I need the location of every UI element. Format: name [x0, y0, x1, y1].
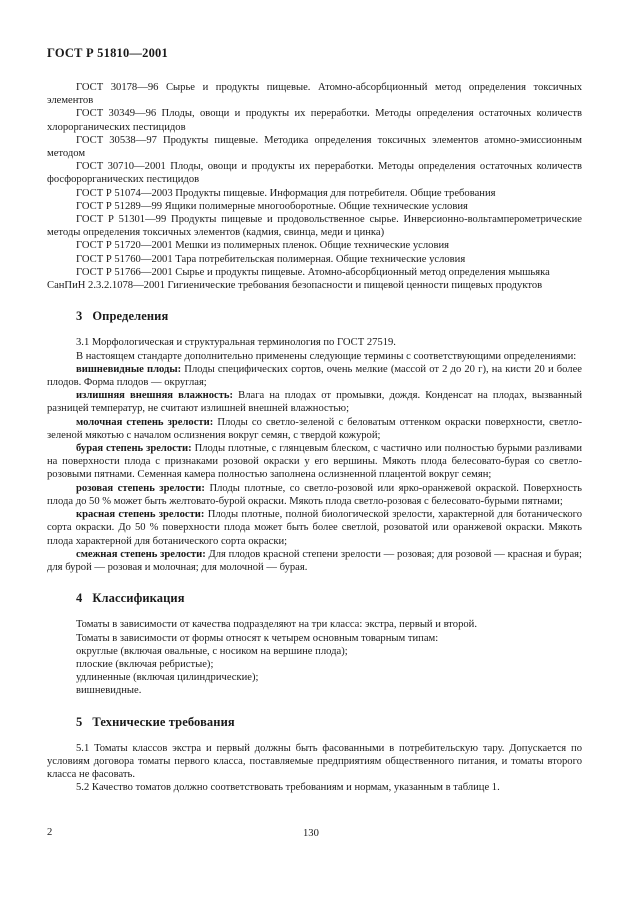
term: молочная степень зрелости:: [76, 416, 214, 428]
definition-item: [47, 548, 582, 574]
section-3-heading: [47, 310, 582, 323]
section-number: 5: [76, 714, 83, 729]
term-definition: Плоды плотные, полной биологической зрелости, характерной для ботанического сорта окраски. До 50 % поверхности плода может быть более светлой, розоватой или оранжевой окраски. Мякоть плода характерной для ботанического сорта окраски;: [47, 509, 583, 547]
reference-item: ГОСТ Р 51301—99 Продукты пищевые и продовольственное сырье. Инверсионно-вольтамперометрические методы определения токсичных элементов (кадмия, свинца, меди и цинка): [47, 214, 582, 239]
term-definition: Влага на плодах от промывки, дождя. Конденсат на плодах, вызванный разницей температур, не считают излишней внешней влажностью;: [47, 390, 582, 415]
paragraph: 5.1 Томаты классов экстра и первый должны быть фасованными в потребительскую тару. Допускается по условиям договора томаты первого класса, поставляемые предприятиям общественного питания, и томаты второго класса не фасовать.: [47, 742, 582, 781]
term: бурая степень зрелости:: [76, 443, 192, 455]
sheet-number: 130: [303, 828, 319, 839]
term-definition: Плоды со светло-зеленой с беловатым оттенком окраски поверхности, светло-зеленой мякотью с началом ослизнения вокруг семян, с твердой кожурой;: [47, 416, 582, 441]
page-number: 2: [47, 827, 53, 838]
term-definition: Для плодов красной степени зрелости — розовая; для розовой — красная и бурая; для бурой — розовая и молочная; для молочной — бурая.: [47, 548, 582, 573]
reference-item: ГОСТ Р 51760—2001 Тара потребительская полимерная. Общие технические условия: [76, 253, 466, 265]
reference-item: ГОСТ Р 51289—99 Ящики полимерные многооборотные. Общие технические условия: [76, 200, 468, 212]
term-definition: Плоды специфических сортов, очень мелкие (массой от 2 до 20 г), на кисти 20 и более плодов. Форма плодов — округлая;: [47, 363, 582, 389]
reference-item: ГОСТ Р 51074—2003 Продукты пищевые. Информация для потребителя. Общие требования: [76, 187, 496, 199]
reference-item: ГОСТ Р 51720—2001 Мешки из полимерных пленок. Общие технические условия: [76, 240, 450, 252]
paragraph: Томаты в зависимости от качества подразделяют на три класса: экстра, первый и второй.: [76, 619, 478, 631]
reference-item: ГОСТ 30349—96 Плоды, овощи и продукты их переработки. Методы определения остаточных количеств хлорорганических пестицидов: [47, 108, 582, 133]
definition-item: [47, 363, 582, 389]
term: красная степень зрелости:: [76, 509, 205, 521]
list-item: вишневидные.: [76, 685, 142, 697]
sanpin-reference: СанПиН 2.3.2.1078—2001 Гигиенические требования безопасности и пищевой ценности пищевых продуктов: [47, 280, 543, 292]
section-number: 4: [76, 591, 83, 606]
reference-item: ГОСТ 30538—97 Продукты пищевые. Методика определения токсичных элементов атомно-эмиссионным методом: [47, 134, 582, 160]
term: смежная степень зрелости:: [76, 548, 206, 560]
definition-item: [47, 416, 582, 442]
paragraph: 5.2 Качество томатов должно соответствовать требованиям и нормам, указанным в таблице 1.: [76, 782, 500, 794]
definition-item: [47, 508, 582, 548]
reference-item: ГОСТ 30178—96 Сырье и продукты пищевые. Атомно-абсорбционный метод определения токсичных элементов: [47, 82, 582, 107]
section-number: 3: [76, 309, 83, 324]
definition-item: [47, 482, 582, 508]
list-item: удлиненные (включая цилиндрические);: [76, 672, 259, 684]
reference-item: ГОСТ Р 51766—2001 Сырье и продукты пищевые. Атомно-абсорбционный метод определения мышьяка: [76, 266, 550, 278]
references-list: [47, 81, 582, 292]
paragraph: 3.1 Морфологическая и структуральная терминология по ГОСТ 27519.: [76, 337, 396, 349]
page-header: ГОСТ Р 51810—2001: [47, 46, 168, 60]
section-5-heading: [47, 716, 582, 729]
section-title: Определения: [92, 309, 169, 324]
paragraph: Томаты в зависимости от формы относят к четырем основным товарным типам:: [76, 632, 439, 644]
term: излишняя внешняя влажность:: [76, 390, 234, 402]
reference-item: ГОСТ 30710—2001 Плоды, овощи и продукты их переработки. Методы определения остаточных количеств фосфорорганических пестицидов: [47, 161, 582, 186]
definition-item: [47, 442, 582, 482]
term-definition: Плоды плотные, с глянцевым блеском, с частично или полностью бурыми разливами на поверхности плода с признаками розовой окраски у его вершины. Мякоть плода белесовато-бурая со светло-розовыми пятнами. Семенная камера полностью заполнена ослизненной плацентой вокруг семян;: [47, 443, 583, 481]
term-definition: Плоды плотные, со светло-розовой или ярко-оранжевой окраской. Поверхность плода до 50 % может быть желтовато-бурой окраски. Мякоть плода светло-розовая с белесовато-бурыми пятнами;: [47, 482, 582, 507]
list-item: округлые (включая овальные, с носиком на вершине плода);: [76, 645, 348, 657]
section-title: Технические требования: [92, 714, 235, 729]
definition-item: [47, 389, 582, 415]
list-item: плоские (включая ребристые);: [76, 658, 214, 670]
term: розовая степень зрелости:: [76, 482, 205, 494]
section-4-heading: [47, 592, 582, 605]
document-body: [47, 81, 582, 795]
paragraph: В настоящем стандарте дополнительно применены следующие термины с соответствующими определениями:: [76, 350, 577, 362]
section-title: Классификация: [92, 591, 185, 606]
term: вишневидные плоды:: [76, 363, 182, 375]
